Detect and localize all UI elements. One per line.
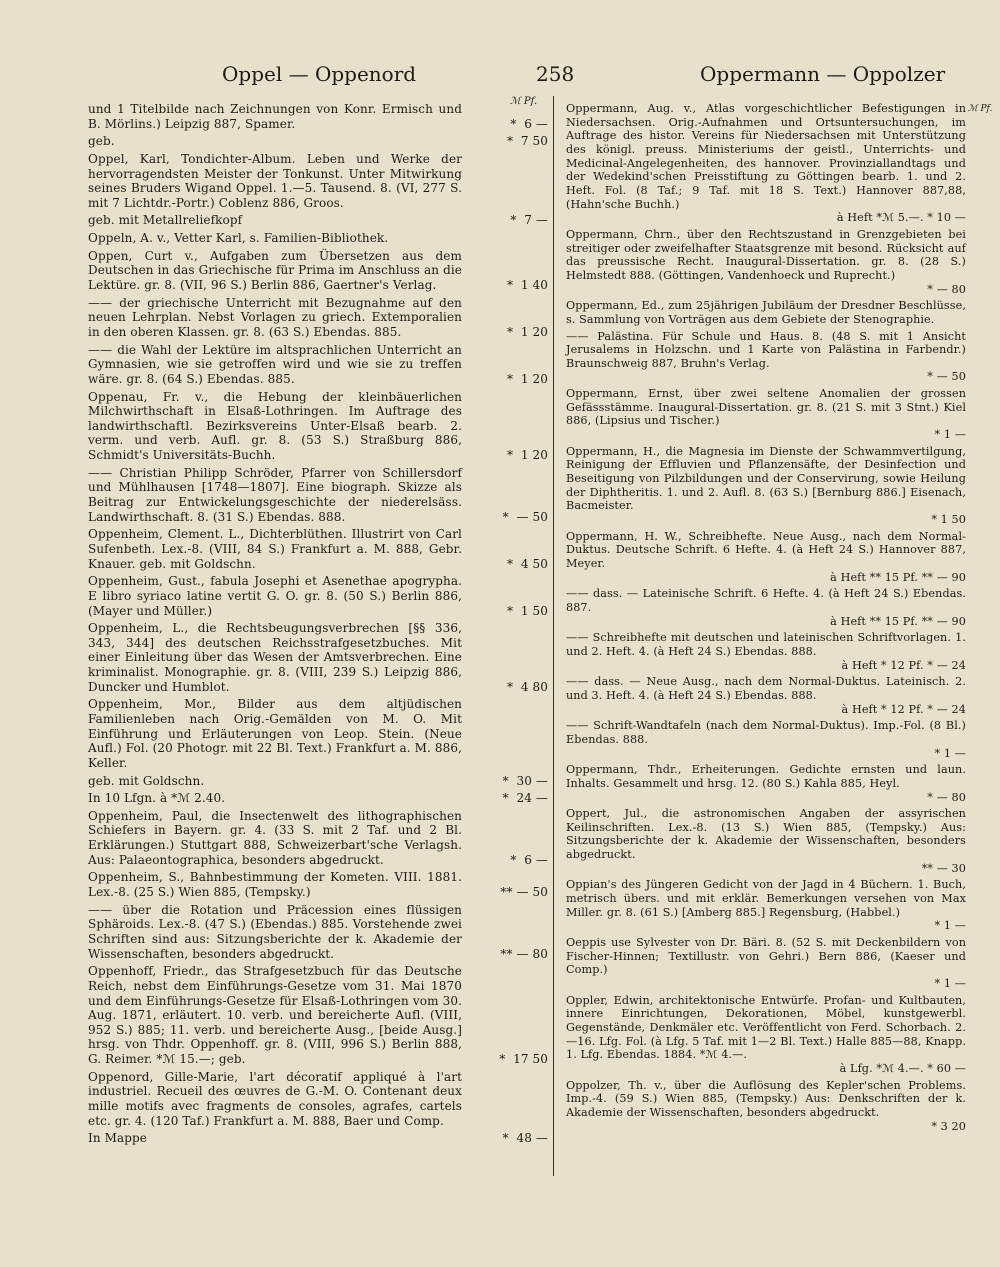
entry-text: —— dass. — Lateinische Schrift. 6 Hefte. 4. (à Heft 24 S.) Ebendas. 887.: [566, 587, 966, 614]
entry-text: In 10 Lfgn. à *ℳ 2.40.: [88, 791, 226, 806]
entry-price: * 6 —: [510, 116, 548, 131]
entry-text: Oppert, Jul., die astronomischen Angaben der assyrischen Keilinschriften. Lex.-8. (13 S.) Wien 885, (Tempsky.) Aus: Sitzungsberichte der k. Akademie der Wissenschaften, besonders abgedruckt.: [566, 807, 966, 862]
entry-text: und 1 Titelbilde nach Zeichnungen von Konr. Ermisch und B. Mörlins.) Leipzig 887, Spamer.: [88, 102, 462, 131]
catalog-entry: [566, 675, 966, 716]
entry-text: Oppermann, Ed., zum 25jährigen Jubiläum der Dresdner Beschlüsse, s. Sammlung von Vorträgen aus dem Gebiete der Stenographie.: [566, 299, 966, 326]
entry-price: * 24 —: [502, 791, 548, 806]
entry-text: —— der griechische Unterricht mit Bezugnahme auf den neuen Lehrplan. Nebst Vorlagen zu griech. Extemporalien in den oberen Klassen. gr. 8. (63 S.) Ebendas. 885.: [88, 295, 462, 339]
entry-text: Oppenord, Gille-Marie, l'art décoratif appliqué à l'art industriel. Recueil des œuvres de G.-M. O. Contenant deux mille motifs avec fragments de consoles, agrafes, cartels etc. gr. 4. (120 Taf.) Frankfurt a. M. 888, Baer und Comp.: [88, 1069, 462, 1128]
entry-text: —— dass. — Neue Ausg., nach dem Normal-Duktus. Lateinisch. 2. und 3. Heft. 4. (à Heft 24 S.) Ebendas. 888.: [566, 675, 966, 702]
entry-text: Oppenheim, Gust., fabula Josephi et Asenethae apogrypha. E libro syriaco latine vertit G. O. gr. 8. (50 S.) Berlin 886, (Mayer und Müller.): [88, 574, 462, 618]
entry-price: * 6 —: [510, 852, 548, 867]
catalog-entry: [88, 697, 548, 770]
entry-text: Oppenheim, Clement. L., Dichterblüthen. Illustrirt von Carl Sufenbeth. Lex.-8. (VIII, 84 S.) Frankfurt a. M. 888, Gebr. Knauer. geb. mit Goldschn.: [88, 527, 462, 571]
catalog-entry: [566, 445, 966, 527]
entry-price: à Lfg. *ℳ 4.—. * 60 —: [839, 1061, 966, 1075]
entry-text: In Mappe: [88, 1131, 147, 1146]
entry-price: * 48 —: [502, 1131, 548, 1146]
entry-text: —— Palästina. Für Schule und Haus. 8. (48 S. mit 1 Ansicht Jerusalems in Holzschn. und 1 Karte von Palästina in Farbendr.) Braunschweig 887, Bruhn's Verlag.: [566, 329, 966, 370]
catalog-entry: [566, 994, 966, 1076]
entry-price: ** — 50: [500, 885, 548, 900]
entry-price: * 1 20: [506, 371, 548, 386]
column-divider: [553, 96, 554, 1176]
catalog-entry: [566, 1079, 966, 1134]
catalog-entry: [88, 466, 548, 525]
entry-text: Oppel, Karl, Tondichter-Album. Leben und Werke der hervorragendsten Meister der Tonkunst. Unter Mitwirkung seines Bruders Wigand Oppel. 1.—5. Tausend. 8. (VI, 277 S. mit 7 Lichtdr.-Portr.) Coblenz 886, Groos.: [88, 151, 462, 210]
catalog-entry: [88, 903, 548, 962]
entry-text: Oppermann, H., die Magnesia im Dienste der Schwammvertilgung, Reinigung der Effluvien und Pflanzensäfte, der Desinfection und Beseitigung von Pilzbildungen und der Conservirung, sowie Heilung der Diphtheritis. 1. und 2. Aufl. 8. (63 S.) [Bernburg 886.] Eisenach, Bacmeister.: [566, 444, 966, 513]
entry-text: Oppermann, Aug. v., Atlas vorgeschichtlicher Befestigungen in Niedersachsen. Orig.-Aufnahmen und Ortsuntersuchungen, im Auftrage des histor. Vereins für Niedersachsen mit Unterstützung des königl. preuss. Ministeriums der geistl., Unterrichts- und Medicinal-Angelegenheiten, des hannover. Provinziallandtags und der Wedekind'schen Preisstiftung zu Göttingen bearb. 1. und 2. Heft. Fol. (8 Taf.; 9 Taf. mit 18 S. Text.) Hannover 887,88, (Hahn'sche Buchh.): [566, 102, 966, 211]
catalog-entry: [88, 249, 548, 293]
entry-price: * 30 —: [502, 773, 548, 788]
catalog-entry: [566, 936, 966, 991]
entry-price: * — 50: [502, 509, 548, 524]
entry-price: * 1 —: [934, 977, 966, 991]
catalog-entry: [566, 807, 966, 875]
entry-price: * 1 50: [506, 603, 548, 618]
entry-text: geb. mit Metallreliefkopf: [88, 213, 243, 228]
catalog-entry: [88, 774, 548, 789]
entry-price: à Heft ** 15 Pf. ** — 90: [830, 570, 966, 584]
entry-text: Oppian's des Jüngeren Gedicht von der Jagd in 4 Büchern. 1. Buch, metrisch übers. und mit erklär. Bemerkungen versehen von Max Miller. gr. 8. (61 S.) [Amberg 885.] Regensburg, (Habbel.): [566, 878, 966, 919]
catalog-entry: [566, 631, 966, 672]
catalog-entry: [88, 1070, 548, 1129]
entry-price: * 7 50: [506, 134, 548, 149]
entry-text: geb.: [88, 134, 115, 149]
header-right: Oppermann — Oppolzer: [700, 62, 946, 86]
entry-text: Oeppis use Sylvester von Dr. Bäri. 8. (52 S. mit Deckenbildern von Fischer-Hinnen; Textillustr. von Gehri.) Bern 886, (Kaeser und Comp.): [566, 936, 966, 977]
entry-text: Oppenau, Fr. v., die Hebung der kleinbäuerlichen Milchwirthschaft in Elsaß-Lothringen. Im Auftrage des landwirthschaftl. Bezirksvereins Unter-Elsaß bearb. 2. verm. und verb. Aufl. gr. 8. (53 S.) Straßburg 886, Schmidt's Universitäts-Buchh.: [88, 389, 462, 463]
entry-text: Oppermann, H. W., Schreibhefte. Neue Ausg., nach dem Normal-Duktus. Deutsche Schrift. 6 Hefte. 4. (à Heft 24 S.) Hannover 887, Meyer.: [566, 529, 966, 570]
catalog-entry: [566, 587, 966, 628]
header-left: Oppel — Oppenord: [222, 62, 417, 86]
page-header: [0, 62, 1000, 92]
entry-price: ** — 80: [500, 946, 548, 961]
entry-price: * 4 50: [506, 556, 548, 571]
catalog-entry: [566, 228, 966, 296]
entry-text: Oppenheim, Mor., Bilder aus dem altjüdischen Familienleben nach Orig.-Gemälden von M. O. Mit Einführung und Erläuterungen von Leop. Stein. (Neue Aufl.) Fol. (20 Photogr. mit 22 Bl. Text.) Frankfurt a. M. 886, Keller.: [88, 697, 462, 770]
entry-price: à Heft *ℳ 5.—. * 10 —: [836, 211, 966, 225]
entry-price: * 17 50: [499, 1052, 548, 1067]
catalog-entry: [566, 299, 966, 326]
catalog-entry: [566, 102, 966, 225]
page-number: 258: [536, 62, 575, 86]
catalog-entry: [566, 330, 966, 385]
catalog-entry: [88, 102, 548, 131]
catalog-entry: [88, 296, 548, 340]
entry-text: Oppermann, Ernst, über zwei seltene Anomalien der grossen Gefässstämme. Inaugural-Dissertation. gr. 8. (21 S. mit 3 Stnt.) Kiel 886, (Lipsius und Tischer.): [566, 387, 966, 428]
entry-text: Oppeln, A. v., Vetter Karl, s. Familien-Bibliothek.: [88, 231, 389, 246]
catalog-entry: [88, 343, 548, 387]
entry-price: * — 50: [927, 370, 966, 384]
entry-text: Oppenhoff, Friedr., das Strafgesetzbuch für das Deutsche Reich, nebst dem Einführungs-Gesetze vom 31. Mai 1870 und dem Einführungs-Gesetze für Elsaß-Lothringen vom 30. Aug. 1871, erläutert. 10. verb. und bereicherte Aufl. (VIII, 952 S.) 885; 11. verb. und bereicherte Ausg., [beide Ausg.] hrsg. von Thdr. Oppenhoff. gr. 8. (VIII, 996 S.) Berlin 888, G. Reimer. *ℳ 15.—; geb.: [88, 964, 462, 1067]
entry-text: Oppermann, Chrn., über den Rechtszustand in Grenzgebieten bei streitiger oder zweifelhafter Staatsgrenze mit besond. Rücksicht auf das preussische Recht. Inaugural-Dissertation. gr. 8. (28 S.) Helmstedt 888. (Göttingen, Vandenhoeck und Ruprecht.): [566, 227, 966, 282]
catalog-entry: [566, 719, 966, 760]
entry-text: —— Schreibhefte mit deutschen und lateinischen Schriftvorlagen. 1. und 2. Heft. 4. (à Heft 24 S.) Ebendas. 888.: [566, 631, 966, 658]
catalog-entry: [88, 791, 548, 806]
entry-text: Oppen, Curt v., Aufgaben zum Übersetzen aus dem Deutschen in das Griechische für Prima im Anschluss an die Lektüre. gr. 8. (VII, 96 S.) Berlin 886, Gaertner's Verlag.: [88, 248, 462, 293]
entry-price: * — 80: [927, 790, 966, 804]
catalog-entry: [88, 134, 548, 149]
catalog-entry: [88, 809, 548, 868]
unit-label-left: ℳ Pf.: [510, 96, 538, 107]
entry-price: * 1 50: [931, 513, 966, 527]
catalog-entry: [88, 152, 548, 211]
catalog-entry: [88, 964, 548, 1066]
catalog-entry: [88, 390, 548, 463]
catalog-entry: [88, 213, 548, 228]
entry-price: à Heft * 12 Pf. * — 24: [841, 702, 966, 716]
entry-text: Oppolzer, Th. v., über die Auflösung des Kepler'schen Problems. Imp.-4. (59 S.) Wien 885, (Tempsky.) Aus: Denkschriften der k. Akademie der Wissenschaften, besonders abgedruckt.: [566, 1078, 966, 1119]
catalog-entry: [566, 530, 966, 585]
entry-price: à Heft * 12 Pf. * — 24: [841, 658, 966, 672]
entry-price: * 1 —: [934, 919, 966, 933]
entry-price: * — 80: [927, 282, 966, 296]
entry-text: Oppenheim, L., die Rechtsbeugungsverbrechen [§§ 336, 343, 344] des deutschen Reichsstrafgesetzbuches. Mit einer Einleitung über das Wesen der Amtsverbrechen. Eine kriminalist. Monographie. gr. 8. (VIII, 239 S.) Leipzig 886, Duncker und Humblot.: [88, 621, 462, 694]
entry-price: * 1 —: [934, 746, 966, 760]
entry-text: Oppenheim, Paul, die Insectenwelt des lithographischen Schiefers in Bayern. gr. 4. (33 S. mit 2 Taf. und 2 Bl. Erklärungen.) Stuttgart 888, Schweizerbart'sche Verlagsh. Aus: Palaeontographica, besonders abgedruckt.: [88, 808, 462, 867]
entry-price: * 7 —: [510, 213, 548, 228]
right-column: [566, 102, 966, 1136]
entry-text: Oppler, Edwin, architektonische Entwürfe. Profan- und Kultbauten, innere Einrichtungen, Dekorationen, Möbel, kunstgewerbl. Gegenstände, Denkmäler etc. Veröffentlicht von Ferd. Schorbach. 2.—16. Lfg. Fol. (à Lfg. 5 Taf. mit 1—2 Bl. Text.) Halle 885—88, Knapp. 1. Lfg. Ebendas. 1884. *ℳ 4.—.: [566, 993, 966, 1062]
entry-price: à Heft ** 15 Pf. ** — 90: [830, 614, 966, 628]
entry-price: * 3 20: [931, 1119, 966, 1133]
left-column: [88, 102, 548, 1149]
entry-price: * 1 20: [506, 448, 548, 463]
entry-text: Oppenheim, S., Bahnbestimmung der Kometen. VIII. 1881. Lex.-8. (25 S.) Wien 885, (Tempsky.): [88, 870, 462, 900]
catalog-entry: [88, 527, 548, 571]
catalog-entry: [88, 621, 548, 694]
entry-price: * 1 20: [506, 324, 548, 339]
unit-label-right: ℳ Pf.: [968, 104, 993, 114]
entry-price: ** — 30: [921, 861, 966, 875]
entry-text: —— über die Rotation und Präcession eines flüssigen Sphäroids. Lex.-8. (47 S.) (Ebendas.) 885. Vorstehende zwei Schriften sind aus: Sitzungsberichte der k. Akademie der Wissenschaften, besonders abgedruckt.: [88, 902, 462, 961]
entry-text: Oppermann, Thdr., Erheiterungen. Gedichte ernsten und laun. Inhalts. Gesammelt und hrsg. 12. (80 S.) Kahla 885, Heyl.: [566, 763, 966, 790]
entry-price: * 4 80: [506, 679, 548, 694]
entry-text: geb. mit Goldschn.: [88, 773, 205, 788]
catalog-entry: [88, 1131, 548, 1146]
catalog-entry: [566, 387, 966, 442]
catalog-entry: [88, 574, 548, 618]
entry-text: —— die Wahl der Lektüre im altsprachlichen Unterricht an Gymnasien, wie sie getroffen wird und wie sie zu treffen wäre. gr. 8. (64 S.) Ebendas. 885.: [88, 342, 462, 386]
catalog-entry: [88, 231, 548, 246]
entry-text: —— Schrift-Wandtafeln (nach dem Normal-Duktus). Imp.-Fol. (8 Bl.) Ebendas. 888.: [566, 719, 966, 746]
catalog-entry: [566, 763, 966, 804]
catalog-entry: [88, 870, 548, 899]
catalog-entry: [566, 878, 966, 933]
entry-price: * 1 40: [506, 278, 548, 293]
entry-price: * 1 —: [934, 428, 966, 442]
entry-text: —— Christian Philipp Schröder, Pfarrer von Schillersdorf und Mühlhausen [1748—1807]. Eine biograph. Skizze als Beitrag zur Entwickelungsgeschichte der niederelsäss. Landwirthschaft. 8. (31 S.) Ebendas. 888.: [88, 465, 462, 524]
